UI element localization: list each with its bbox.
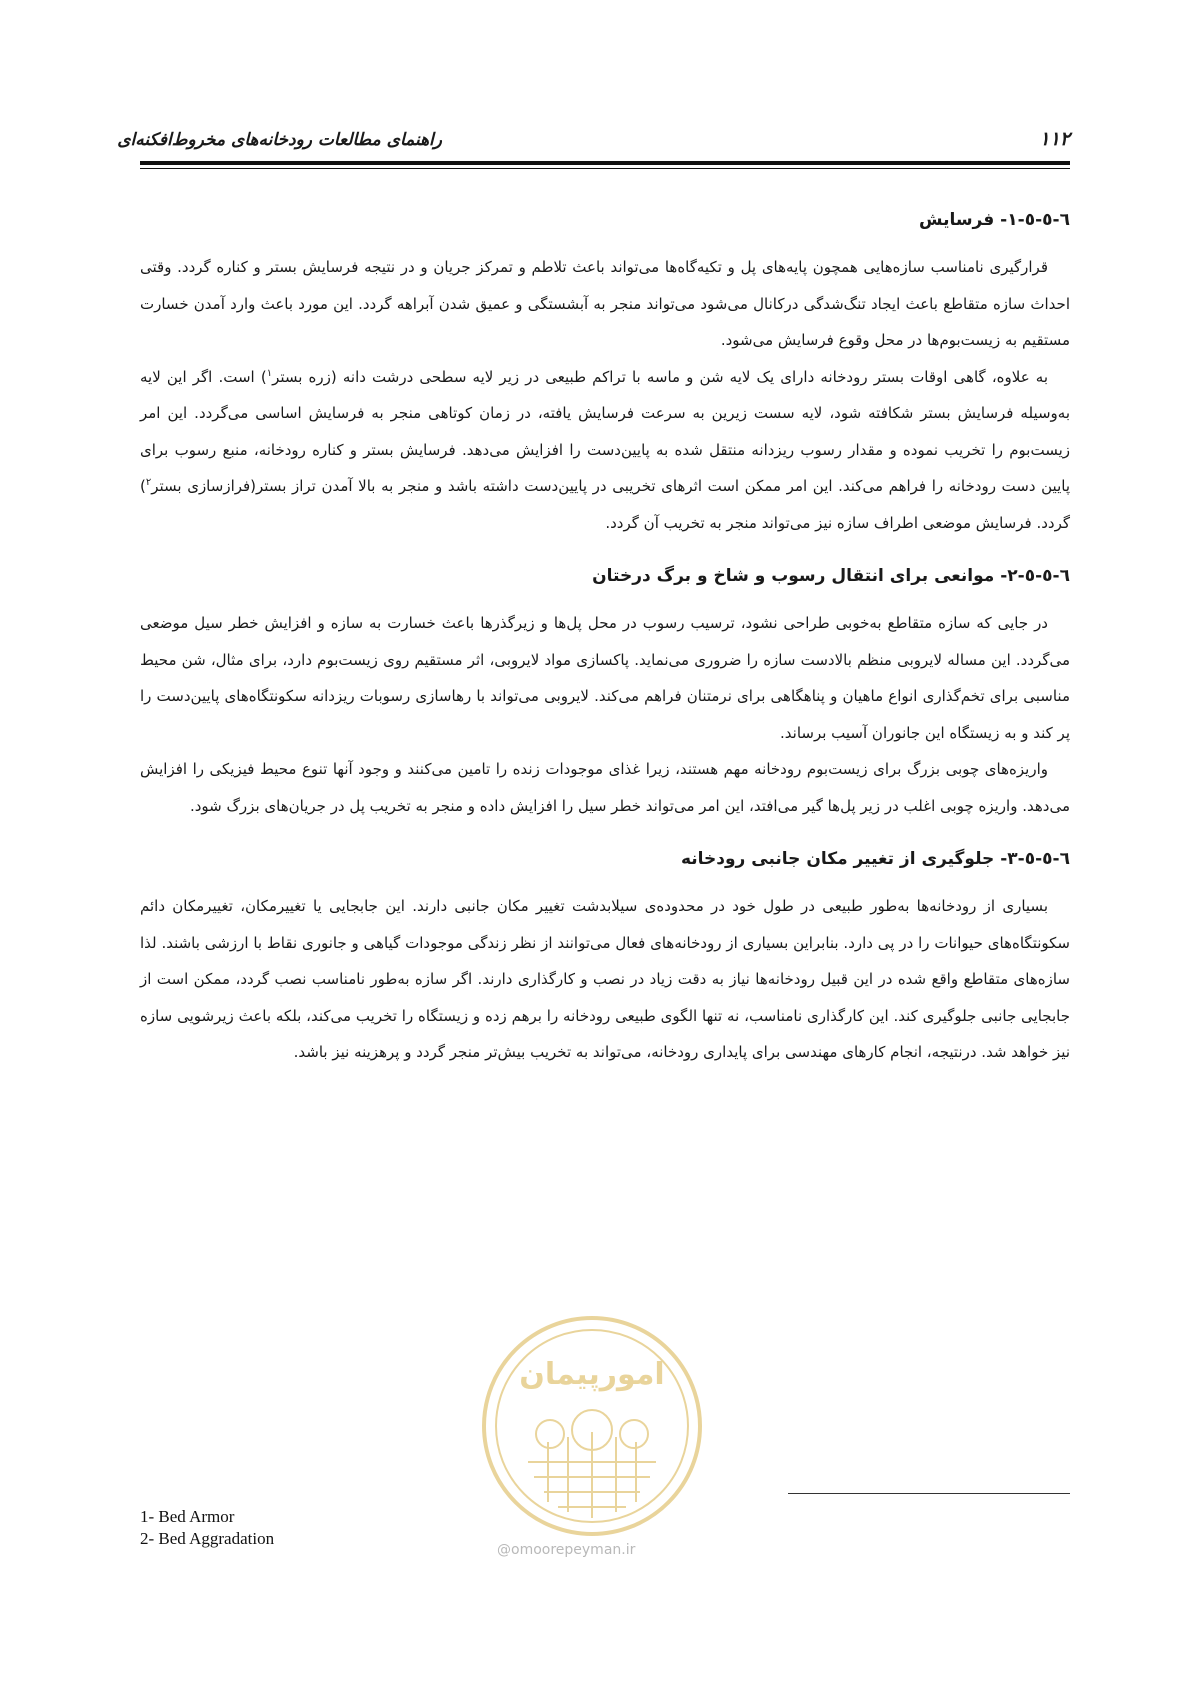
paragraph: بسیاری از رودخانه‌ها به‌طور طبیعی در طول خود در محدوده‌ی سیلابدشت تغییر مکان جانبی دارند. این جابجایی یا تغییرمکان، تغییرمکان دائم سکونتگاه‌های حیوانات را در پی دارد. بنابراین بسیاری از رودخانه‌های فعال می‌توانند از نظر زندگی موجودات گیاهی و جانوری نقاط با ارزشی باشند. لذا سازه‌های متقاطع واقع شده در این قبیل رودخانه‌ها نیاز به دقت زیاد در نصب و کارگذاری دارند. اگر سازه به‌طور نامناسب نصب گردد، ممکن است از جابجایی جانبی جلوگیری کند. این کارگذاری نامناسب، نه تنها الگوی طبیعی رودخانه را برهم زده و زیستگاه را تخریب می‌کند، بلکه باعث زیرشویی سازه نیز خواهد شد. درنتیجه، انجام کارهای مهندسی برای پایداری رودخانه، می‌تواند به تخریب بیش‌تر منجر گردد و پرهزینه نیز باشد.	[140, 897, 1070, 1061]
paragraph-segment: است. اگر این لایه به‌وسیله فرسایش بستر شکافته شود، لایه سست زیرین به سرعت فرسایش یافته، در زمان کوتاهی منجر به فرسایش اساسی می‌گردد. این امر زیست‌بوم را تخریب نموده و مقدار رسوب ریزدانه منتقل شده به پایین‌دست را افزایش می‌دهد. فرسایش بستر و کناره رودخانه، منبع رسوب برای پایین دست رودخانه را فراهم می‌کند. این امر ممکن است اثرهای تخریبی در پایین‌دست داشته باشد و منجر به بالا آمدن تراز بستر(فرازسازی بستر	[140, 367, 1070, 495]
paragraph-segment: گردد. فرسایش موضعی اطراف سازه نیز می‌تواند منجر به تخریب آن گردد.	[605, 513, 1070, 532]
watermark-brand: امورپیمان	[519, 1357, 665, 1392]
header-rule-thin	[140, 168, 1070, 169]
closing-paren: )	[140, 477, 146, 495]
running-header-title: راهنمای مطالعات رودخانه‌های مخروط‌افکنه‌ای	[117, 130, 442, 150]
page-number: ۱۱۲	[1039, 128, 1070, 150]
footnote-1: 1- Bed Armor	[140, 1507, 235, 1526]
footnotes	[140, 1506, 274, 1550]
footnote-2: 2- Bed Aggradation	[140, 1529, 275, 1548]
paragraph: در جایی که سازه متقاطع به‌خوبی طراحی نشود، ترسیب رسوب در محل پل‌ها و زیرگذرها باعث خسارت به سازه و افزایش خطر سیل موضعی می‌گردد. این مساله لایروبی منظم بالادست سازه را ضروری می‌نماید. پاکسازی مواد لایروبی، اثر مستقیم روی زیست‌بوم دارد، برای مثال، شن محیط مناسبی برای تخم‌گذاری انواع ماهیان و پناهگاهی برای نرمتنان فراهم می‌کند. لایروبی می‌تواند با رهاسازی رسوبات ریزدانه سکونتگاه‌های پایین‌دست را پر کند و به زیستگاه این جانوران آسیب برساند.	[140, 614, 1070, 742]
section-sediment-barriers	[140, 561, 1070, 824]
paragraph: واریزه‌های چوبی بزرگ برای زیست‌بوم رودخانه مهم هستند، زیرا غذای موجودات زنده را تامین می‌کنند و وجود آنها تنوع محیط فیزیکی را افزایش می‌دهد. واریزه چوبی اغلب در زیر پل‌ها گیر می‌افتد، این امر می‌تواند خطر سیل را افزایش داده و منجر به تخریب پل در جریان‌های بزرگ شود.	[140, 760, 1070, 815]
page-body	[140, 205, 1070, 1091]
paragraph-with-footnotes	[140, 359, 1070, 542]
watermark-url: @omoorepeyman.ir	[497, 1542, 636, 1558]
watermark-logo	[478, 1312, 706, 1540]
section-heading: ٦-٥-٥-٢- موانعی برای انتقال رسوب و شاخ و برگ درختان	[592, 566, 1070, 586]
page-header	[117, 122, 1070, 156]
paragraph: قرارگیری نامناسب سازه‌هایی همچون پایه‌های پل و تکیه‌گاه‌ها می‌تواند باعث تلاطم و تمرکز جریان و در نتیجه فرسایش بستر و کناره گردد. وقتی احداث سازه متقاطع باعث ایجاد تنگ‌شدگی درکانال می‌شود می‌تواند منجر به آبشستگی و عمیق شدن آبراهه گردد. این مورد باعث وارد آمدن خسارت مستقیم به زیست‌بوم‌ها در محل وقوع فرسایش می‌شود.	[140, 258, 1070, 349]
section-lateral-migration	[140, 844, 1070, 1071]
section-heading: ٦-٥-٥-١- فرسایش	[919, 210, 1070, 230]
footnote-ref-1: ١	[266, 367, 273, 379]
header-rule-thick	[140, 161, 1070, 165]
footnote-ref-2: ٢	[145, 477, 152, 488]
footnote-separator	[788, 1493, 1070, 1494]
closing-paren: )	[260, 367, 267, 386]
section-erosion	[140, 205, 1070, 541]
paragraph-segment: به علاوه، گاهی اوقات بستر رودخانه دارای یک لایه شن و ماسه با تراکم طبیعی در زیر لایه سطحی درشت دانه (زره بستر	[272, 367, 1048, 386]
section-heading: ٦-٥-٥-٣- جلوگیری از تغییر مکان جانبی رودخانه	[680, 849, 1070, 869]
